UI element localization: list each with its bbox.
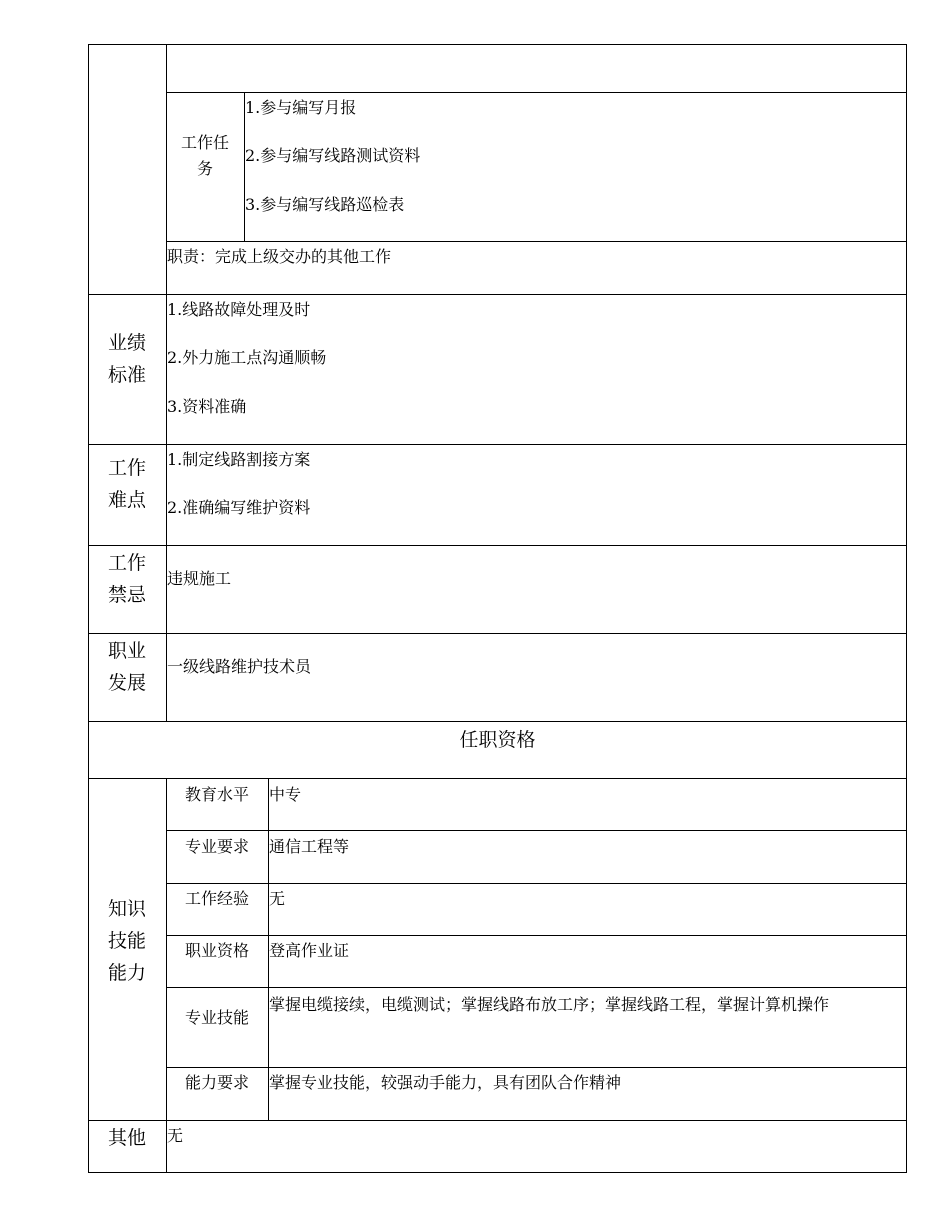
row-divider — [166, 1067, 907, 1068]
qualification-row-value: 中专 — [269, 785, 302, 804]
difficulty-item-2: 2.准确编写维护资料 — [167, 498, 311, 517]
row-divider — [166, 830, 907, 831]
qualification-group-label-line2: 技能 — [107, 930, 146, 952]
row-divider — [88, 294, 907, 295]
task-item-3: 3.参与编写线路巡检表 — [245, 195, 405, 214]
row-divider — [166, 935, 907, 936]
row-divider — [88, 778, 907, 779]
qualification-row-value: 无 — [269, 889, 286, 908]
taboo-label-line1: 工作 — [107, 552, 146, 574]
career-label — [88, 635, 166, 699]
qualification-group-label-line3: 能力 — [107, 962, 146, 984]
other-value: 无 — [167, 1126, 184, 1145]
qualification-row-label: 工作经验 — [184, 889, 249, 908]
row-divider — [166, 883, 907, 884]
task-item-1: 1.参与编写月报 — [245, 98, 357, 117]
qualification-row-value: 登高作业证 — [269, 941, 350, 960]
performance-item-2: 2.外力施工点沟通顺畅 — [167, 348, 327, 367]
row-divider — [88, 1120, 907, 1121]
qualification-row-label: 专业技能 — [184, 1008, 249, 1027]
row-divider — [88, 444, 907, 445]
task-label — [166, 133, 244, 179]
difficulty-label-line2: 难点 — [107, 489, 146, 511]
performance-label-line2: 标准 — [107, 364, 146, 386]
row-divider — [166, 92, 907, 93]
other-label: 其他 — [107, 1127, 146, 1149]
difficulty-item-1: 1.制定线路割接方案 — [167, 450, 311, 469]
task-label-line2: 务 — [196, 159, 213, 178]
task-item-2: 2.参与编写线路测试资料 — [245, 146, 421, 165]
difficulty-label — [88, 452, 166, 516]
qualification-group-label — [88, 893, 166, 989]
taboo-label — [88, 547, 166, 611]
performance-label-line1: 业绩 — [107, 332, 146, 354]
row-divider — [166, 987, 907, 988]
qualification-row-value: 掌握专业技能，较强动手能力，具有团队合作精神 — [269, 1073, 622, 1092]
row-divider — [88, 633, 907, 634]
career-value: 一级线路维护技术员 — [167, 657, 312, 676]
qualification-row-value: 通信工程等 — [269, 837, 350, 856]
career-label-line2: 发展 — [107, 672, 146, 694]
qualification-group-label-line1: 知识 — [107, 898, 146, 920]
performance-label — [88, 327, 166, 391]
task-label-line1: 工作任 — [180, 133, 229, 152]
taboo-label-line2: 禁忌 — [107, 584, 146, 606]
taboo-value: 违规施工 — [167, 569, 232, 588]
responsibility-text: 职责：完成上级交办的其他工作 — [167, 247, 392, 266]
qualification-row-label: 职业资格 — [184, 941, 249, 960]
row-divider — [166, 241, 907, 242]
difficulty-label-line1: 工作 — [107, 457, 146, 479]
performance-item-1: 1.线路故障处理及时 — [167, 300, 311, 319]
qualification-title: 任职资格 — [459, 729, 536, 751]
row-divider — [88, 545, 907, 546]
performance-item-3: 3.资料准确 — [167, 397, 247, 416]
row-divider — [88, 721, 907, 722]
qualification-row-label: 能力要求 — [184, 1073, 249, 1092]
qualification-row-value: 掌握电缆接续，电缆测试；掌握线路布放工序；掌握线路工程，掌握计算机操作 — [269, 995, 830, 1014]
career-label-line1: 职业 — [107, 640, 146, 662]
qualification-row-label: 教育水平 — [184, 785, 249, 804]
qualification-row-label: 专业要求 — [184, 837, 249, 856]
